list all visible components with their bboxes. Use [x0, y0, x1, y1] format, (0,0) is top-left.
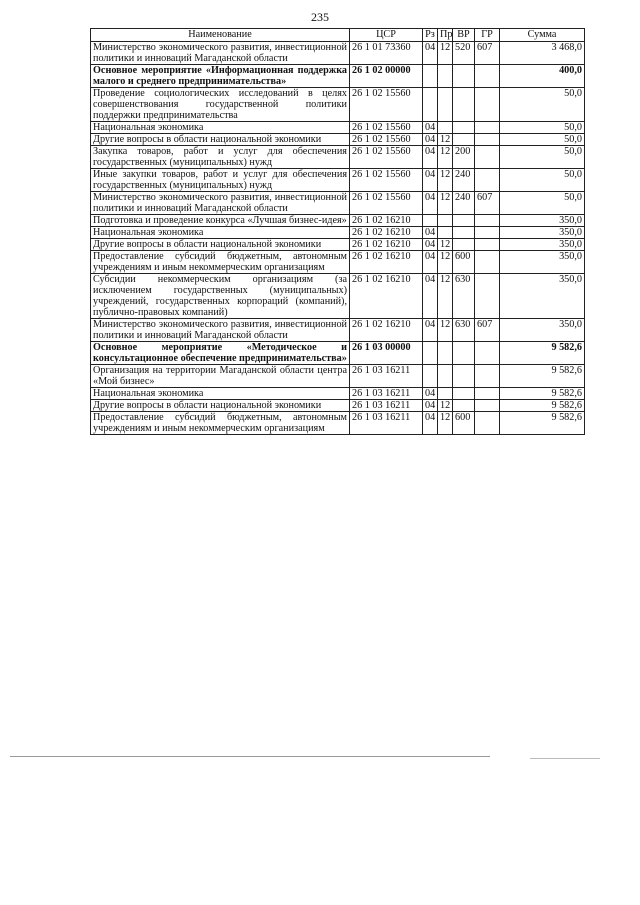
- cell-csr: 26 1 02 15560: [350, 192, 423, 215]
- cell-sum: 50,0: [500, 146, 585, 169]
- separator-line: [530, 758, 600, 759]
- cell-gr: [475, 65, 500, 88]
- cell-vr: 520: [453, 42, 475, 65]
- cell-csr: 26 1 02 15560: [350, 146, 423, 169]
- cell-csr: 26 1 02 00000: [350, 65, 423, 88]
- cell-pr: 12: [438, 42, 453, 65]
- cell-pr: [438, 227, 453, 239]
- table-row: [91, 400, 585, 412]
- table-row: [91, 215, 585, 227]
- cell-pr: 12: [438, 192, 453, 215]
- cell-csr: 26 1 03 16211: [350, 400, 423, 412]
- column-header-csr: ЦСР: [350, 29, 423, 42]
- cell-name: Основное мероприятие «Методическое и консультационное обеспечение предпринимательства»: [91, 342, 350, 365]
- cell-vr: 630: [453, 319, 475, 342]
- cell-rz: 04: [423, 251, 438, 274]
- cell-pr: 12: [438, 239, 453, 251]
- table-row: [91, 251, 585, 274]
- cell-name: Национальная экономика: [91, 122, 350, 134]
- column-header-name: Наименование: [91, 29, 350, 42]
- cell-pr: [438, 88, 453, 122]
- cell-rz: 04: [423, 400, 438, 412]
- cell-gr: [475, 251, 500, 274]
- cell-sum: 350,0: [500, 319, 585, 342]
- cell-rz: 04: [423, 122, 438, 134]
- cell-name: Национальная экономика: [91, 227, 350, 239]
- cell-name: Другие вопросы в области национальной экономики: [91, 134, 350, 146]
- separator-line: [10, 756, 490, 757]
- cell-vr: [453, 65, 475, 88]
- cell-vr: 600: [453, 412, 475, 435]
- cell-vr: [453, 122, 475, 134]
- cell-vr: 240: [453, 169, 475, 192]
- cell-sum: 9 582,6: [500, 388, 585, 400]
- cell-gr: [475, 215, 500, 227]
- cell-gr: 607: [475, 319, 500, 342]
- column-header-rz: Рз: [423, 29, 438, 42]
- cell-csr: 26 1 02 16210: [350, 319, 423, 342]
- cell-vr: [453, 227, 475, 239]
- cell-sum: 9 582,6: [500, 342, 585, 365]
- cell-vr: 200: [453, 146, 475, 169]
- cell-pr: 12: [438, 169, 453, 192]
- cell-name: Предоставление субсидий бюджетным, автономным учреждениям и иным некоммерческим организациям: [91, 412, 350, 435]
- cell-gr: [475, 227, 500, 239]
- cell-rz: 04: [423, 274, 438, 319]
- cell-name: Субсидии некоммерческим организациям (за исключением государственных (муниципальных) учреждений, государственных корпораций (компаний), публично-правовых компаний): [91, 274, 350, 319]
- table-row: [91, 146, 585, 169]
- cell-rz: 04: [423, 134, 438, 146]
- cell-csr: 26 1 02 16210: [350, 274, 423, 319]
- cell-rz: 04: [423, 412, 438, 435]
- column-header-pr: Пр: [438, 29, 453, 42]
- cell-sum: 3 468,0: [500, 42, 585, 65]
- cell-rz: 04: [423, 388, 438, 400]
- cell-vr: [453, 239, 475, 251]
- cell-pr: 12: [438, 146, 453, 169]
- cell-pr: [438, 215, 453, 227]
- cell-gr: [475, 88, 500, 122]
- cell-name: Министерство экономического развития, инвестиционной политики и инноваций Магаданской области: [91, 192, 350, 215]
- cell-vr: [453, 342, 475, 365]
- cell-name: Иные закупки товаров, работ и услуг для обеспечения государственных (муниципальных) нужд: [91, 169, 350, 192]
- cell-pr: 12: [438, 274, 453, 319]
- column-header-sum: Сумма: [500, 29, 585, 42]
- cell-name: Основное мероприятие «Информационная поддержка малого и среднего предпринимательства»: [91, 65, 350, 88]
- cell-pr: 12: [438, 319, 453, 342]
- column-header-vr: ВР: [453, 29, 475, 42]
- cell-csr: 26 1 02 15560: [350, 88, 423, 122]
- cell-rz: [423, 365, 438, 388]
- cell-name: Другие вопросы в области национальной экономики: [91, 239, 350, 251]
- cell-rz: 04: [423, 239, 438, 251]
- cell-sum: 50,0: [500, 134, 585, 146]
- cell-name: Другие вопросы в области национальной экономики: [91, 400, 350, 412]
- cell-rz: [423, 342, 438, 365]
- cell-vr: [453, 400, 475, 412]
- cell-csr: 26 1 03 00000: [350, 342, 423, 365]
- cell-gr: [475, 122, 500, 134]
- table-row: [91, 65, 585, 88]
- cell-vr: [453, 365, 475, 388]
- cell-sum: 400,0: [500, 65, 585, 88]
- cell-csr: 26 1 03 16211: [350, 365, 423, 388]
- cell-gr: [475, 146, 500, 169]
- cell-pr: [438, 122, 453, 134]
- cell-gr: [475, 169, 500, 192]
- cell-sum: 350,0: [500, 239, 585, 251]
- cell-sum: 9 582,6: [500, 412, 585, 435]
- cell-csr: 26 1 02 15560: [350, 122, 423, 134]
- cell-csr: 26 1 02 16210: [350, 239, 423, 251]
- cell-name: Предоставление субсидий бюджетным, автономным учреждениям и иным некоммерческим организациям: [91, 251, 350, 274]
- cell-sum: 50,0: [500, 169, 585, 192]
- cell-name: Закупка товаров, работ и услуг для обеспечения государственных (муниципальных) нужд: [91, 146, 350, 169]
- cell-csr: 26 1 02 15560: [350, 169, 423, 192]
- cell-pr: [438, 365, 453, 388]
- cell-sum: 350,0: [500, 215, 585, 227]
- cell-gr: [475, 342, 500, 365]
- table-row: [91, 88, 585, 122]
- column-header-gr: ГР: [475, 29, 500, 42]
- budget-table: [90, 28, 585, 435]
- cell-vr: [453, 388, 475, 400]
- cell-rz: 04: [423, 227, 438, 239]
- cell-rz: [423, 65, 438, 88]
- table-row: [91, 342, 585, 365]
- cell-rz: [423, 88, 438, 122]
- cell-name: Министерство экономического развития, инвестиционной политики и инноваций Магаданской области: [91, 42, 350, 65]
- cell-pr: [438, 342, 453, 365]
- table-row: [91, 42, 585, 65]
- table-row: [91, 239, 585, 251]
- cell-csr: 26 1 03 16211: [350, 412, 423, 435]
- cell-vr: 630: [453, 274, 475, 319]
- cell-rz: 04: [423, 319, 438, 342]
- cell-gr: [475, 365, 500, 388]
- cell-pr: 12: [438, 134, 453, 146]
- table-row: [91, 388, 585, 400]
- cell-rz: 04: [423, 192, 438, 215]
- cell-sum: 350,0: [500, 227, 585, 239]
- table-row: [91, 274, 585, 319]
- cell-csr: 26 1 03 16211: [350, 388, 423, 400]
- cell-csr: 26 1 02 16210: [350, 215, 423, 227]
- cell-name: Подготовка и проведение конкурса «Лучшая бизнес-идея»: [91, 215, 350, 227]
- cell-csr: 26 1 01 73360: [350, 42, 423, 65]
- cell-sum: 50,0: [500, 88, 585, 122]
- cell-sum: 9 582,6: [500, 365, 585, 388]
- table-row: [91, 365, 585, 388]
- cell-csr: 26 1 02 16210: [350, 251, 423, 274]
- cell-sum: 50,0: [500, 122, 585, 134]
- cell-pr: 12: [438, 400, 453, 412]
- cell-gr: [475, 388, 500, 400]
- page-number: 235: [311, 10, 329, 24]
- cell-csr: 26 1 02 16210: [350, 227, 423, 239]
- cell-pr: 12: [438, 251, 453, 274]
- cell-vr: [453, 134, 475, 146]
- cell-rz: 04: [423, 146, 438, 169]
- cell-gr: [475, 239, 500, 251]
- table-row: [91, 122, 585, 134]
- cell-vr: 600: [453, 251, 475, 274]
- cell-gr: [475, 400, 500, 412]
- table-header-row: [91, 29, 585, 42]
- cell-name: Проведение социологических исследований в целях совершенствования государственной политики поддержки предпринимательства: [91, 88, 350, 122]
- cell-rz: 04: [423, 42, 438, 65]
- table-row: [91, 134, 585, 146]
- cell-name: Национальная экономика: [91, 388, 350, 400]
- cell-pr: 12: [438, 412, 453, 435]
- cell-pr: [438, 65, 453, 88]
- cell-pr: [438, 388, 453, 400]
- cell-gr: [475, 274, 500, 319]
- table-row: [91, 169, 585, 192]
- cell-gr: 607: [475, 42, 500, 65]
- cell-sum: 350,0: [500, 251, 585, 274]
- table-row: [91, 227, 585, 239]
- cell-name: Министерство экономического развития, инвестиционной политики и инноваций Магаданской области: [91, 319, 350, 342]
- table-row: [91, 412, 585, 435]
- cell-vr: [453, 88, 475, 122]
- table-row: [91, 192, 585, 215]
- cell-sum: 350,0: [500, 274, 585, 319]
- cell-gr: 607: [475, 192, 500, 215]
- cell-rz: 04: [423, 169, 438, 192]
- cell-rz: [423, 215, 438, 227]
- cell-vr: [453, 215, 475, 227]
- cell-sum: 50,0: [500, 192, 585, 215]
- cell-gr: [475, 134, 500, 146]
- cell-csr: 26 1 02 15560: [350, 134, 423, 146]
- cell-vr: 240: [453, 192, 475, 215]
- cell-name: Организация на территории Магаданской области центра «Мой бизнес»: [91, 365, 350, 388]
- cell-gr: [475, 412, 500, 435]
- table-body: [91, 42, 585, 435]
- table-row: [91, 319, 585, 342]
- cell-sum: 9 582,6: [500, 400, 585, 412]
